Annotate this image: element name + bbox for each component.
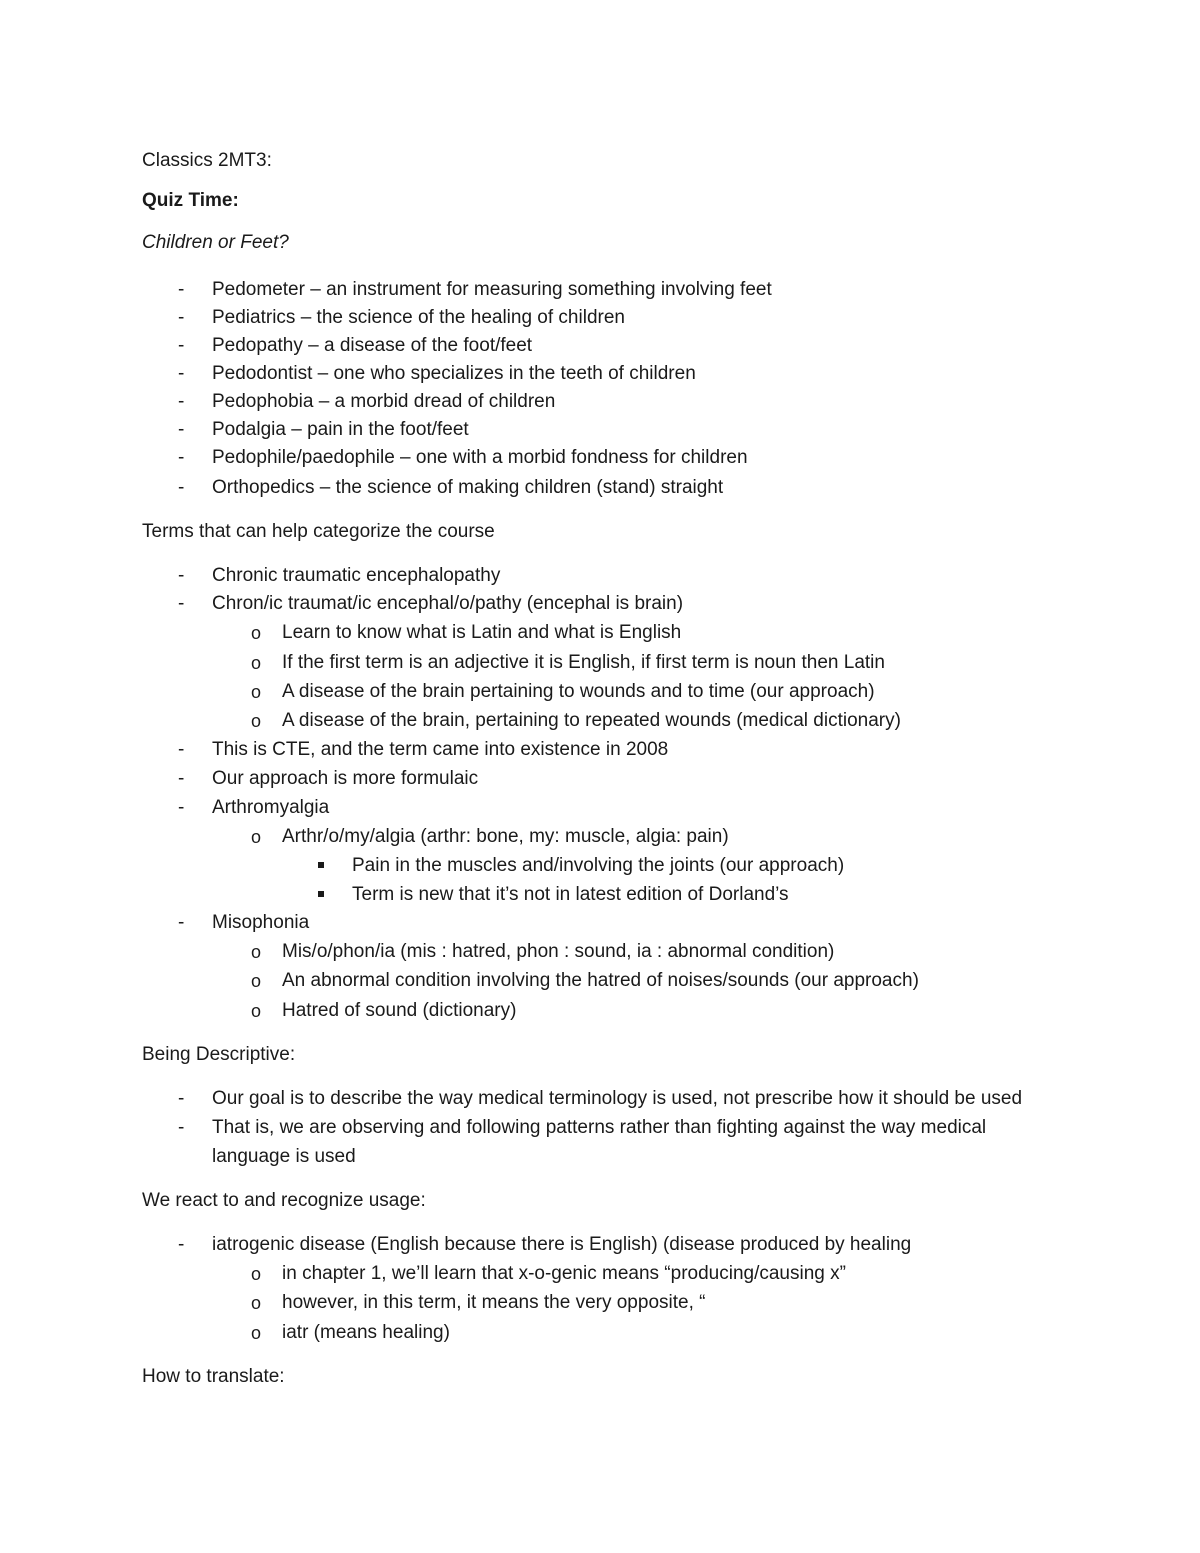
bullet-dash: - <box>178 335 185 356</box>
list-item: Our goal is to describe the way medical terminology is used, not prescribe how it should be used <box>212 1088 1023 1109</box>
bullet-dash: - <box>178 768 185 789</box>
bullet-circle: o <box>251 711 262 731</box>
bullet-dash: - <box>178 447 185 468</box>
bullet-circle: o <box>251 623 262 643</box>
sub-item: in chapter 1, we’ll learn that x-o-genic means “producing/causing x” <box>282 1263 846 1284</box>
bullet-dash: - <box>178 593 185 614</box>
bullet-dash: - <box>178 797 185 818</box>
bullet-circle: o <box>251 1293 262 1313</box>
bullet-dash: - <box>178 1088 185 1109</box>
bullet-dash: - <box>178 477 185 498</box>
descriptive-heading: Being Descriptive: <box>142 1044 296 1065</box>
list-item: Pediatrics – the science of the healing of children <box>212 307 625 328</box>
list-item: Podalgia – pain in the foot/feet <box>212 419 469 440</box>
quiz-heading: Quiz Time: <box>142 190 239 211</box>
sub-item: however, in this term, it means the very opposite, “ <box>282 1292 706 1313</box>
list-item: Misophonia <box>212 912 310 933</box>
doc-title: Classics 2MT3: <box>142 150 272 171</box>
bullet-dash: - <box>178 391 185 412</box>
list-item: Pedophile/paedophile – one with a morbid fondness for children <box>212 447 748 468</box>
bullet-dash: - <box>178 565 185 586</box>
bullet-dash: - <box>178 307 185 328</box>
sub-item: Arthr/o/my/algia (arthr: bone, my: muscle, algia: pain) <box>282 826 729 847</box>
bullet-dash: - <box>178 739 185 760</box>
list-item-continuation: language is used <box>212 1146 356 1167</box>
bullet-dash: - <box>178 363 185 384</box>
bullet-dash: - <box>178 419 185 440</box>
list-item: Our approach is more formulaic <box>212 768 479 789</box>
bullet-circle: o <box>251 1323 262 1343</box>
sub-item: Learn to know what is Latin and what is English <box>282 622 682 643</box>
sub-item: A disease of the brain, pertaining to repeated wounds (medical dictionary) <box>282 710 901 731</box>
list-item: Pedometer – an instrument for measuring something involving feet <box>212 279 772 300</box>
usage-heading: We react to and recognize usage: <box>142 1190 426 1211</box>
square-bullet-icon <box>318 891 324 897</box>
bullet-circle: o <box>251 971 262 991</box>
list-item: iatrogenic disease (English because there is English) (disease produced by healing <box>212 1234 912 1255</box>
sub-item: Mis/o/phon/ia (mis : hatred, phon : sound, ia : abnormal condition) <box>282 941 835 962</box>
bullet-circle: o <box>251 827 262 847</box>
translate-heading: How to translate: <box>142 1366 285 1387</box>
sub-item: iatr (means healing) <box>282 1322 450 1343</box>
list-item: This is CTE, and the term came into existence in 2008 <box>212 739 669 760</box>
bullet-circle: o <box>251 1001 262 1021</box>
sub-item: If the first term is an adjective it is English, if first term is noun then Latin <box>282 652 885 673</box>
sub-sub-item: Term is new that it’s not in latest edition of Dorland’s <box>352 884 789 905</box>
bullet-dash: - <box>178 1234 185 1255</box>
bullet-dash: - <box>178 279 185 300</box>
quiz-subheading: Children or Feet? <box>142 232 289 253</box>
list-item: Pedopathy – a disease of the foot/feet <box>212 335 533 356</box>
list-item: Pedophobia – a morbid dread of children <box>212 391 556 412</box>
sub-sub-item: Pain in the muscles and/involving the joints (our approach) <box>352 855 845 876</box>
sub-item: Hatred of sound (dictionary) <box>282 1000 517 1021</box>
bullet-dash: - <box>178 1117 185 1138</box>
list-item: Orthopedics – the science of making children (stand) straight <box>212 477 724 498</box>
bullet-circle: o <box>251 653 262 673</box>
terms-heading: Terms that can help categorize the course <box>142 521 495 542</box>
list-item: Pedodontist – one who specializes in the teeth of children <box>212 363 696 384</box>
bullet-circle: o <box>251 942 262 962</box>
sub-item: A disease of the brain pertaining to wounds and to time (our approach) <box>282 681 875 702</box>
bullet-circle: o <box>251 682 262 702</box>
bullet-dash: - <box>178 912 185 933</box>
square-bullet-icon <box>318 862 324 868</box>
bullet-circle: o <box>251 1264 262 1284</box>
list-item: Chronic traumatic encephalopathy <box>212 565 501 586</box>
sub-item: An abnormal condition involving the hatred of noises/sounds (our approach) <box>282 970 919 991</box>
list-item: Arthromyalgia <box>212 797 330 818</box>
list-item: That is, we are observing and following patterns rather than fighting against the way medical <box>212 1117 987 1138</box>
list-item: Chron/ic traumat/ic encephal/o/pathy (encephal is brain) <box>212 593 684 614</box>
